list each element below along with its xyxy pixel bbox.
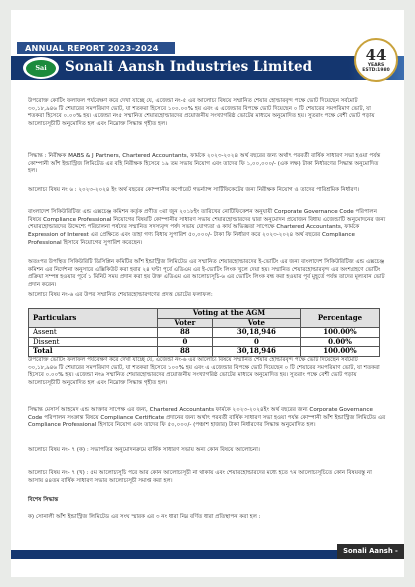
row-label: Dissent [29,337,158,347]
header-vote: Vote [212,318,300,328]
row-label: Total [29,347,158,357]
row-pct: 0.00% [301,337,380,347]
voting-results-table [28,308,380,357]
paragraph-agenda6-title: আলোচ্য বিষয় নং ৬ : ২০২৩-২০২৪ ইং অর্থ বছরের কোম্পানীর কর্পোরেট গভর্ন্যান্স সার্টিফিকেটের জন্য নিরীক্ষক নিয়োগ ও তাদের পারিশ্রমিক নির্ধারণ। [28,187,359,193]
paragraph-special-resolution: ক) সোনালী আঁশ ইন্ডাস্ট্রিজ লিমিটেড এর সংঘ স্মারক এর ৩ নং ধারা নিম্ন বর্ণিত ধারা প্রতিস্থাপন করা হল : [28,514,261,520]
report-page [11,10,404,577]
logo-mark: Sai [26,60,56,77]
header-percentage: Percentage [301,309,380,328]
paragraph-agenda6-decision: সিদ্ধান্ত মেসার্স আহমেদ এন্ড আক্তার সাপেক্ষ এর জন্য, Chartered Accountants ফার্মকে ২০২৩-২০২৪ইং অর্থ বছরের জন্য Corporate Governance Code পরিপালন সংক্রান্ত বিষয়ে Compliance Certificate প্রদানের জন্য অর্থাৎ পরবর্তী বার্ষিক সাধারণ সভা হওয়া পর্যন্ত কোম্পানী আঁশ ইন্ডাস্ট্রিজ লিমিটেড এর Compliance Professional হিসাবে নিয়োগ এবং তাদের ফি ৫০,০০০/- (পঞ্চাশ হাজার) টাকা নির্ধারণের সিদ্ধান্ত অনুমোদিত হল। [28,407,386,429]
anniversary-badge [354,38,398,82]
badge-line-2: ESTD:1980 [362,67,390,73]
table-row [29,347,380,357]
row-vote: 30,18,946 [212,328,300,338]
table-row [29,328,380,338]
paragraph-agenda7b: আলোচ্য বিষয় নং- ৭ (খ) : ৫ম আলোচ্যসূচি পরে আর কোন আলোচ্যসূচী না থাকায় এবং শেয়ারহোল্ডারদের মধ্যে হতে ৭ম আলোচ্যসূচিতে কোন বিষয়বস্তু না আসায় ৪৪তম বার্ষিক সাধারণ সভার আলোচ্যসূচী সমাপ্ত করা হল। [28,470,372,484]
paragraph-evoting: অতঃপর উপস্থিত সিকিউরিটি ডিসিপ্লিন কমিটির আঁশ ইন্ডাস্ট্রিজ লিমিটেড এর সম্মানিত শেয়ারহোল্ডারদের ই-ভোটিং এর জন্য বাংলাদেশ সিকিউরিটিজ এন্ড এক্সচেঞ্জ কমিশন এর নির্দেশনা অনুসারে এক্সিকিউট করা হবার ২৪ ঘন্টা পূর্বে এডিএম এর ই-ভোটিং লিংক খুলে দেয়া হয়। সম্মানিত শেয়ারহোল্ডারবৃন্দ এর অংশগ্রহণে ভোটিং প্রক্রিয়া সম্পন্ন হওয়ার পূর্বে ১ মিনিট সময় প্রদান করা হয় উক্ত এডিএম এর আলোচ্যসূচি-৬ এর ভোটিং লিংক বন্ধ করা হওয়ার পূর্ব মুহূর্তে পর্যন্ত তাদের মূল্যবান ভোট প্রদান করেন। [28,259,385,289]
paragraph-agenda7a: আলোচ্য বিষয় নং- ৭ (ক) : সভাপতির অনুমোদনক্রমে বার্ষিক সাধারণ সভায় অন্য কোন বিষয়ে আলোচনা। [28,447,260,453]
row-pct: 100.00% [301,347,380,357]
header-voting: Voting at the AGM [158,309,301,319]
paragraph-agenda6-background: বাংলাদেশ সিকিউরিটিজ এন্ড এক্সচেঞ্জ কমিশন কর্তৃক প্রণীত ৩রা জুন ২০১৮ইং তারিখের নোটিফিকেশন অনুযায়ী Corporate Governance Code পরিপালন বিষয়ে Compliance Professional নিয়োগের বিষয়টি কোম্পানীর সাধারণ সভায় শেয়ারহোল্ডারদের দ্বারা অনুমোদন প্রয়োজন বিধায় এজেন্ডাটি অনুমোদনের জন্য শেয়ারহোল্ডারদের উদ্দেশ্যে পরিচালনা পর্ষদের সম্মানিত সদস্যবৃন্দ পর্ষদ সভায় যোগ্যতা ও কার্য অভিজ্ঞতা সাপেক্ষে Chartered Accountants, ফার্মকে Expression of Interest এর প্রেক্ষিতে এবং তাহা গণ্য বিধায় সুপারিশ ৫০,০০০/- টাকা ফি নির্ধারণ করে ২০২৩-২০২৪ অর্থ বছরের Compliance Professional হিসাবে নিয়োগের সুপারিশ করেছেন। [28,209,386,246]
table-header-row [29,309,380,319]
report-title-band [17,42,175,54]
row-voter: 88 [158,328,213,338]
header-particulars: Particulars [29,309,158,328]
company-logo [23,57,59,79]
company-name: Sonali Aansh Industries Limited [65,59,313,75]
row-voter: 0 [158,337,213,347]
row-label: Assent [29,328,158,338]
paragraph-agenda5-result: উপরোক্ত কোটিং ফলাফল পর্যবেক্ষণ করে দেখা যাচ্ছে যে, এজেন্ডা নং-৫ এর আলোচ্য বিষয়ে সম্মানিত শেয়ার হোল্ডারবৃন্দ পক্ষে ভোট দিয়েছেন সর্বমোট ৩০,১৮,৯৪৬ টি শেয়ারের সমপরিমাণ ভোট, যা শতকরা হিসেবে ১০০.০০% হয় এবং এ এজেন্ডার বিপক্ষে ভোট দিয়েছেন ০ টি শেয়ারের সমপরিমাণ ভোট, যা শতকরা হিসেবে ০.০০% হয়। এজেন্ডা নং৫ সম্মানিত শেয়ারহোল্ডারদের প্রয়োজনীয় সংখ্যাগরিষ্ঠ ভোটের মাধ্যমে অনুমোদিত হয়। সুতরাং পক্ষে বেশী ভোট পড়ায় আলোচ্যসূচীটি অনুমোদিত হল এবং নিম্নোক্ত সিদ্ধান্ত গৃহীত হল। [28,98,375,128]
report-title: ANNUAL REPORT 2023-2024 [25,43,159,53]
row-voter: 88 [158,347,213,357]
row-vote: 0 [212,337,300,347]
badge-line-1: YEARS [367,62,385,68]
badge-number: 44 [365,45,387,64]
special-resolution-heading: বিশেষ সিদ্ধান্ত [28,497,59,503]
footer-page-label: Sonali Aansh - 111 [337,544,404,559]
row-pct: 100.00% [301,328,380,338]
footer-bar [11,550,337,559]
row-vote: 30,18,946 [212,347,300,357]
paragraph-table-intro: আলোচ্য বিষয় নং-৬ এর উপর সম্মানিত শেয়ারহোল্ডারগণের প্রদত্ত ভোটের ফলাফল: [28,292,213,298]
header-voter: Voter [158,318,213,328]
paragraph-agenda5-decision: সিদ্ধান্ত : নিরীক্ষক MABS & J Partners, Chartered Accountants, ফার্মকে ২০২৩-২০২৪ অর্থ বছরের জন্য অর্থাৎ পরবর্তী বার্ষিক সাধারণ সভা হওয়া পর্যন্ত কোম্পানী আঁশ ইন্ডাস্ট্রিজ লিমিটেড এর বহি নিরীক্ষক হিসেবে ১৯ তম সভায় নিয়োগ এবং তাদের ফি ১,০০,০০০/- (এক লক্ষ) টাকা নির্ধারণের সিদ্ধান্ত অনুমোদিত হল। [28,153,381,175]
paragraph-agenda6-result: উপরোক্ত ভোটিং ফলাফল পর্যবেক্ষণ করে দেখা যাচ্ছে যে, এজেন্ডা নং-৬ এর আলোচ্য বিষয়ে সম্মানিত শেয়ার হোল্ডারবৃন্দ পক্ষে ভোট দিয়েছেন সর্বমোট ৩০,১৮,৯৪৬ টি শেয়ারের সমপরিমাণ ভোট, যা শতকরা হিসেবে ১০০% হয় এবং এ এজেন্ডার বিপক্ষে ভোট দিয়েছেন ০ টি শেয়ারের সমপরিমাণ ভোট, যা শতকরা হিসেবে ০.০০% হয়। এজেন্ডা নং৬ সম্মানিত শেয়ারহোল্ডারদের প্রয়োজনীয় সংখ্যাগরিষ্ঠ ভোটের মাধ্যমে অনুমোদিত হয়। সুতরাং পক্ষে বেশী ভোট পড়ায় আলোচ্যসূচীটি অনুমোদিত হল এবং নিম্নোক্ত সিদ্ধান্ত গৃহীত হল। [28,357,380,387]
